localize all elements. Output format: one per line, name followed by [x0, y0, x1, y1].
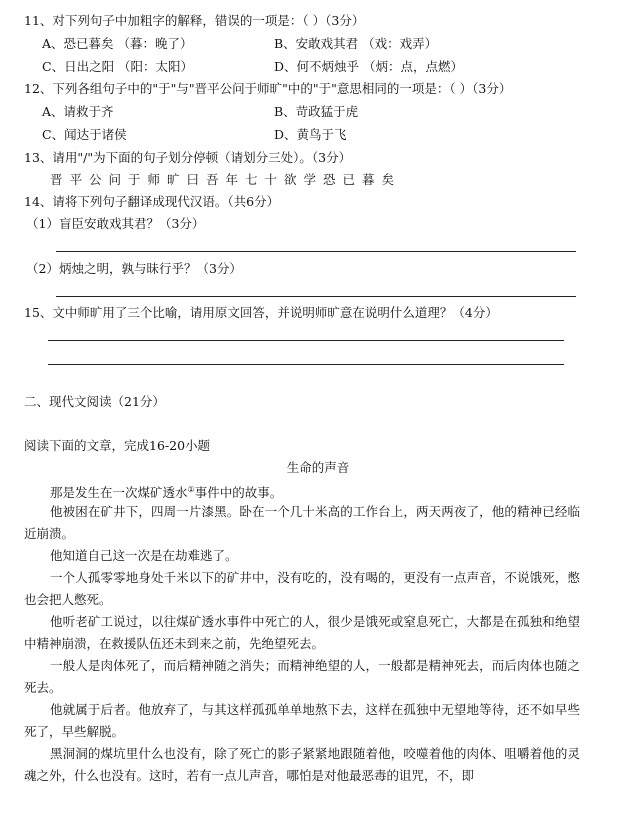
q12-option-c: C、闻达于诸侯 [42, 127, 127, 142]
article-paragraph-6: 一般人是肉体死了，而后精神随之消失；而精神绝望的人，一般都是精神死去，而后肉体也随之死去。 [24, 658, 580, 695]
q12-stem: 12、下列各组句子中的"于"与"晋平公问于师旷"中的"于"意思相同的一项是：（ ）（3分） [24, 81, 512, 96]
section-heading: 二、现代文阅读（21分） [24, 394, 165, 409]
q11-option-a: A、恐已暮矣 （暮：晚了） [42, 36, 193, 51]
article-paragraph-8: 黑洞洞的煤坑里什么也没有，除了死亡的影子紧紧地跟随着他，咬噬着他的肉体、咀嚼着他的灵魂之外，什么也没有。这时，若有一点儿声音，哪怕是对他最恶毒的诅咒，不，即 [24, 746, 580, 783]
q12-option-b: B、苛政猛于虎 [274, 104, 359, 119]
footnote-marker[interactable]: ① [187, 485, 195, 494]
article-paragraph-4: 一个人孤零零地身处千米以下的矿井中，没有吃的，没有喝的，更没有一点声音，不说饿死，憋也会把人憋死。 [24, 570, 580, 607]
q13-sentence: 晋平公问于师旷曰吾年七十欲学恐已暮矣 [50, 172, 402, 187]
q11-stem: 11、对下列句子中加粗字的解释，错误的一项是：（ ）（3分） [24, 13, 365, 28]
article-paragraph-3: 他知道自己这一次是在劫难逃了。 [50, 548, 238, 563]
article-paragraph-5: 他听老矿工说过，以往煤矿透水事件中死亡的人，很少是饿死或窒息死亡，大都是在孤独和绝望中精神崩溃，在救援队伍还未到来之前，先绝望死去。 [24, 614, 580, 651]
article-title: 生命的声音 [286, 460, 350, 475]
q12-option-a: A、请救于齐 [42, 104, 114, 119]
q11-option-d: D、何不炳烛乎 （炳：点，点燃） [274, 59, 463, 74]
reading-instruction: 阅读下面的文章，完成16-20小题 [24, 438, 211, 453]
q11-option-c: C、日出之阳 （阳：太阳） [42, 59, 194, 74]
q11-option-b: B、安敢戏其君 （戏：戏弄） [274, 36, 438, 51]
q14-sentence-2: （2）炳烛之明，孰与昧行乎？（3分） [26, 261, 242, 276]
q14-stem: 14、请将下列句子翻译成现代汉语。（共6分） [24, 194, 280, 209]
q14-answer-line-1[interactable] [56, 251, 576, 252]
q12-option-d: D、黄鸟于飞 [274, 127, 347, 142]
q13-stem: 13、请用"/"为下面的句子划分停顿（请划分三处）。（3分） [24, 150, 352, 165]
q14-answer-line-2[interactable] [56, 296, 576, 297]
q14-sentence-1: （1）盲臣安敢戏其君？（3分） [26, 216, 205, 231]
article-paragraph-2: 他被困在矿井下，四周一片漆黑。卧在一个几十米高的工作台上，两天两夜了，他的精神已经临近崩溃。 [24, 504, 580, 541]
q15-stem: 15、文中师旷用了三个比喻，请用原文回答，并说明师旷意在说明什么道理？（4分） [24, 305, 498, 320]
article-paragraph-7: 他就属于后者。他放弃了，与其这样孤孤单单地熬下去，这样在孤独中无望地等待，还不如早些死了，早些解脱。 [24, 702, 580, 739]
q15-answer-line-2[interactable] [48, 364, 564, 365]
article-paragraph-1: 那是发生在一次煤矿透水①事件中的故事。 [50, 485, 283, 501]
q15-answer-line-1[interactable] [48, 340, 564, 341]
